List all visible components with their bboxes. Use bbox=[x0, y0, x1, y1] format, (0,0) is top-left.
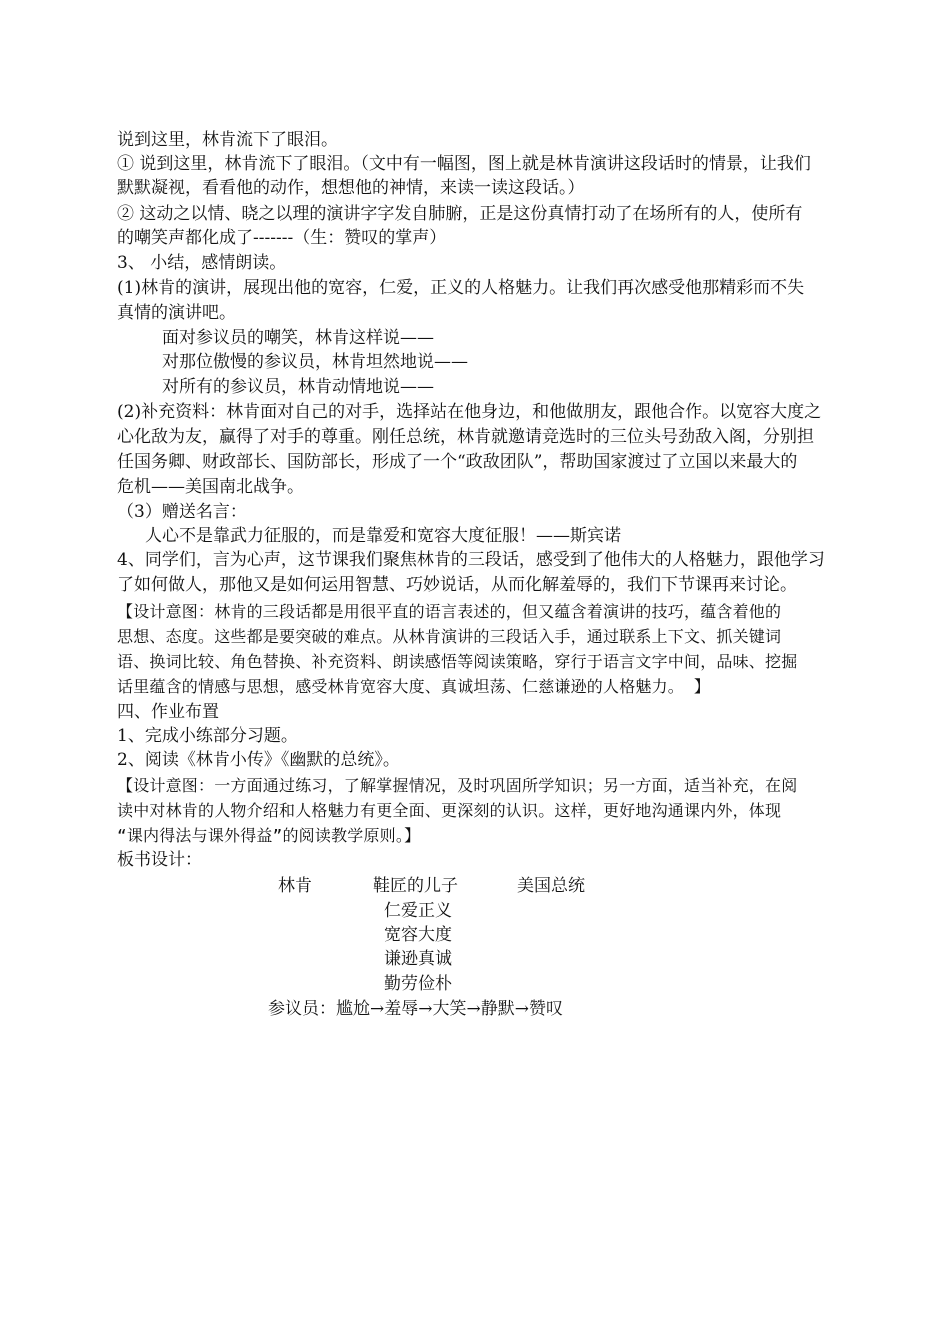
text-line: 1、完成小练部分习题。 bbox=[117, 726, 298, 746]
text-line: （3）赠送名言： bbox=[117, 502, 247, 522]
design-intent-line: 读中对林肯的人物介绍和人格魅力有更全面、更深刻的认识。这样，更好地沟通课内外，体现 bbox=[117, 801, 782, 820]
text-line: 说到这里，林肯流下了眼泪。 bbox=[117, 130, 338, 150]
board-quality: 仁爱正义 bbox=[384, 901, 452, 921]
text-line: 危机——美国南北战争。 bbox=[117, 477, 304, 497]
section-heading: 四、作业布置 bbox=[117, 702, 219, 722]
board-president: 美国总统 bbox=[517, 876, 585, 896]
design-intent-line: 【设计意图：一方面通过练习，了解掌握情况，及时巩固所学知识；另一方面，适当补充，在阅 bbox=[117, 776, 798, 795]
text-line: ① 说到这里，林肯流下了眼泪。（文中有一幅图，图上就是林肯演讲这段话时的情景，让我们 bbox=[117, 154, 811, 174]
text-line: (2)补充资料：林肯面对自己的对手，选择站在他身边，和他做朋友，跟他合作。以宽容大度之 bbox=[117, 402, 822, 422]
text-line: 4、同学们，言为心声，这节课我们聚焦林肯的三段话，感受到了他伟大的人格魅力，跟他学习 bbox=[117, 550, 825, 570]
text-line: 2、阅读《林肯小传》《幽默的总统》。 bbox=[117, 750, 400, 770]
board-quality: 宽容大度 bbox=[384, 925, 452, 945]
design-intent-line: 思想、态度。这些都是要突破的难点。从林肯演讲的三段话入手，通过联系上下文、抓关键词 bbox=[117, 627, 782, 646]
speech-line: 对所有的参议员，林肯动情地说—— bbox=[162, 377, 434, 397]
text-line: 了如何做人，那他又是如何运用智慧、巧妙说话，从而化解羞辱的，我们下节课再来讨论。 bbox=[117, 575, 797, 595]
text-line: 心化敌为友，赢得了对手的尊重。刚任总统，林肯就邀请竞选时的三位头号劲敌入阁，分别担 bbox=[117, 427, 814, 447]
text-line: (1)林肯的演讲，展现出他的宽容，仁爱，正义的人格魅力。让我们再次感受他那精彩而不失 bbox=[117, 278, 805, 298]
speech-line: 对那位傲慢的参议员，林肯坦然地说—— bbox=[162, 352, 468, 372]
design-intent-line: 【设计意图：林肯的三段话都是用很平直的语言表述的，但又蕴含着演讲的技巧，蕴含着他的 bbox=[117, 602, 782, 621]
speech-line: 面对参议员的嘲笑，林肯这样说—— bbox=[162, 328, 434, 348]
quote-line: 人心不是靠武力征服的，而是靠爱和宽容大度征服！——斯宾诺 bbox=[145, 526, 621, 546]
board-quality: 勤劳俭朴 bbox=[384, 974, 452, 994]
text-line: 的嘲笑声都化成了-------（生：赞叹的掌声） bbox=[117, 228, 447, 248]
text-line: 任国务卿、财政部长、国防部长，形成了一个“政敌团队”，帮助国家渡过了立国以来最大的 bbox=[117, 452, 798, 472]
board-design-label: 板书设计： bbox=[117, 850, 202, 870]
design-intent-line: 语、换词比较、角色替换、补充资料、朗读感悟等阅读策略，穿行于语言文字中间，品味、挖掘 bbox=[117, 652, 798, 671]
text-line: 真情的演讲吧。 bbox=[117, 303, 236, 323]
design-intent-line: “课内得法与课外得益”的阅读教学原则。】 bbox=[117, 826, 421, 845]
text-line: 默默凝视，看看他的动作，想想他的神情，来读一读这段话。） bbox=[117, 178, 585, 198]
section-heading: 3、 小结，感情朗读。 bbox=[117, 253, 287, 273]
board-senators: 参议员：尴尬→羞辱→大笑→静默→赞叹 bbox=[268, 999, 563, 1019]
board-quality: 谦逊真诚 bbox=[384, 949, 452, 969]
board-lincoln: 林肯 bbox=[278, 876, 312, 896]
design-intent-line: 话里蕴含的情感与思想，感受林肯宽容大度、真诚坦荡、仁慈谦逊的人格魅力。 】 bbox=[117, 677, 711, 696]
board-shoemaker-son: 鞋匠的儿子 bbox=[373, 876, 458, 896]
text-line: ② 这动之以情、晓之以理的演讲字字发自肺腑，正是这份真情打动了在场所有的人，使所有 bbox=[117, 204, 803, 224]
